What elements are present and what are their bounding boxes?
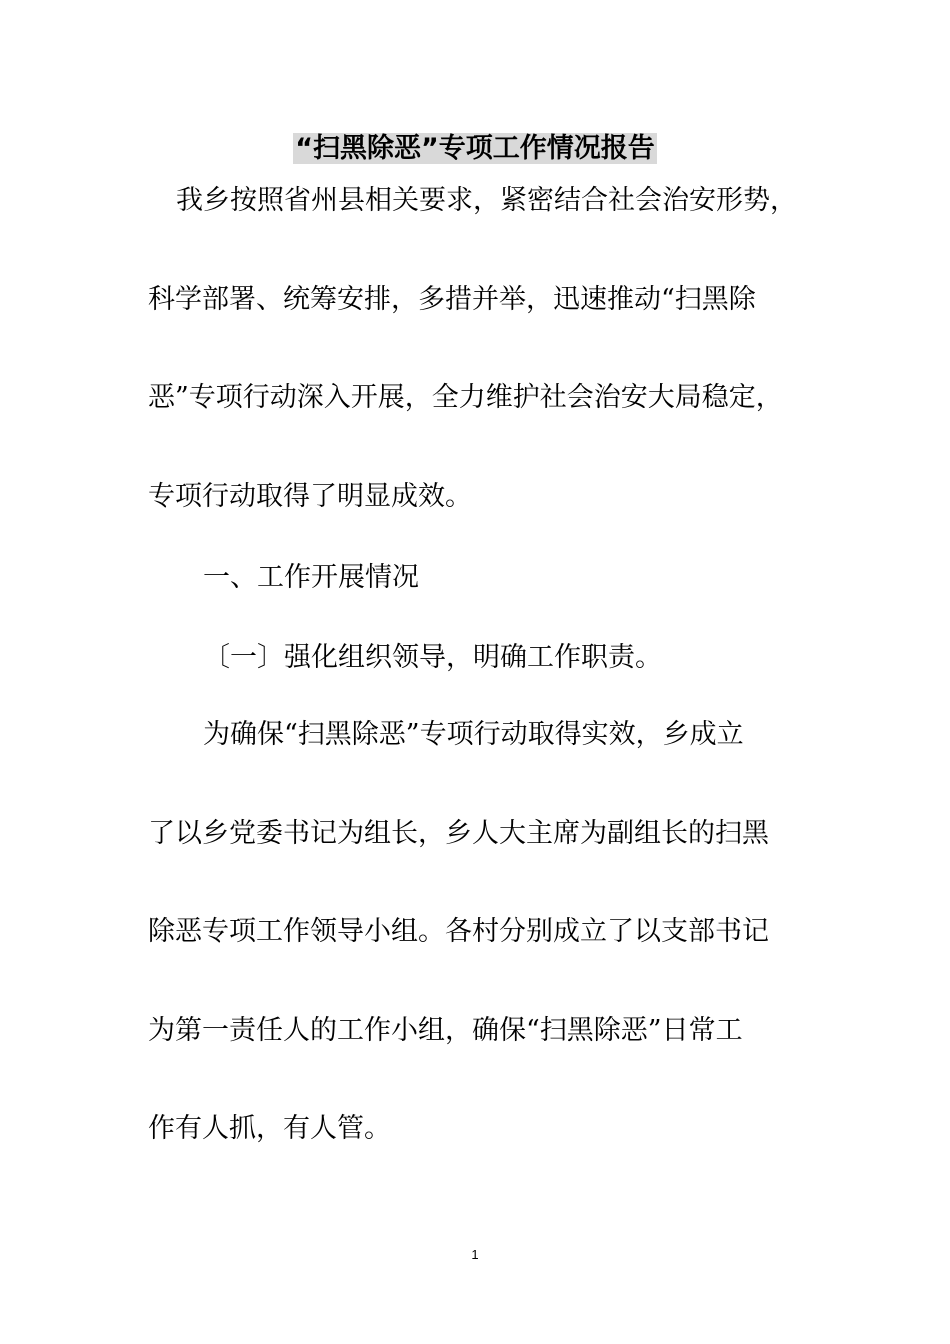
- document-title-text: “扫黑除恶”专项工作情况报告: [295, 133, 655, 164]
- paragraph-2-line-2: 了以乡党委书记为组长，乡人大主席为副组长的扫黑: [148, 818, 769, 849]
- paragraph-1-line-1: 我乡按照省州县相关要求，紧密结合社会治安形势，: [176, 185, 797, 216]
- paragraph-1-line-2: 科学部署、统筹安排，多措并举，迅速推动“扫黑除: [148, 284, 756, 315]
- section-heading-1: 一、工作开展情况: [203, 562, 419, 593]
- paragraph-2-line-4: 为第一责任人的工作小组，确保“扫黑除恶”日常工: [148, 1015, 743, 1046]
- document-title: [0, 131, 950, 167]
- paragraph-1-line-3: 恶”专项行动深入开展，全力维护社会治安大局稳定，: [148, 382, 783, 413]
- paragraph-2-line-5: 作有人抓，有人管。: [148, 1113, 391, 1144]
- paragraph-2-line-1: 为确保“扫黑除恶”专项行动取得实效，乡成立: [203, 719, 744, 750]
- page-number: 1: [471, 1247, 479, 1262]
- paragraph-2-line-3: 除恶专项工作领导小组。各村分别成立了以支部书记: [148, 916, 769, 947]
- subsection-heading-1: 〔一〕强化组织领导，明确工作职责。: [203, 642, 662, 673]
- paragraph-1-line-4: 专项行动取得了明显成效。: [148, 481, 472, 512]
